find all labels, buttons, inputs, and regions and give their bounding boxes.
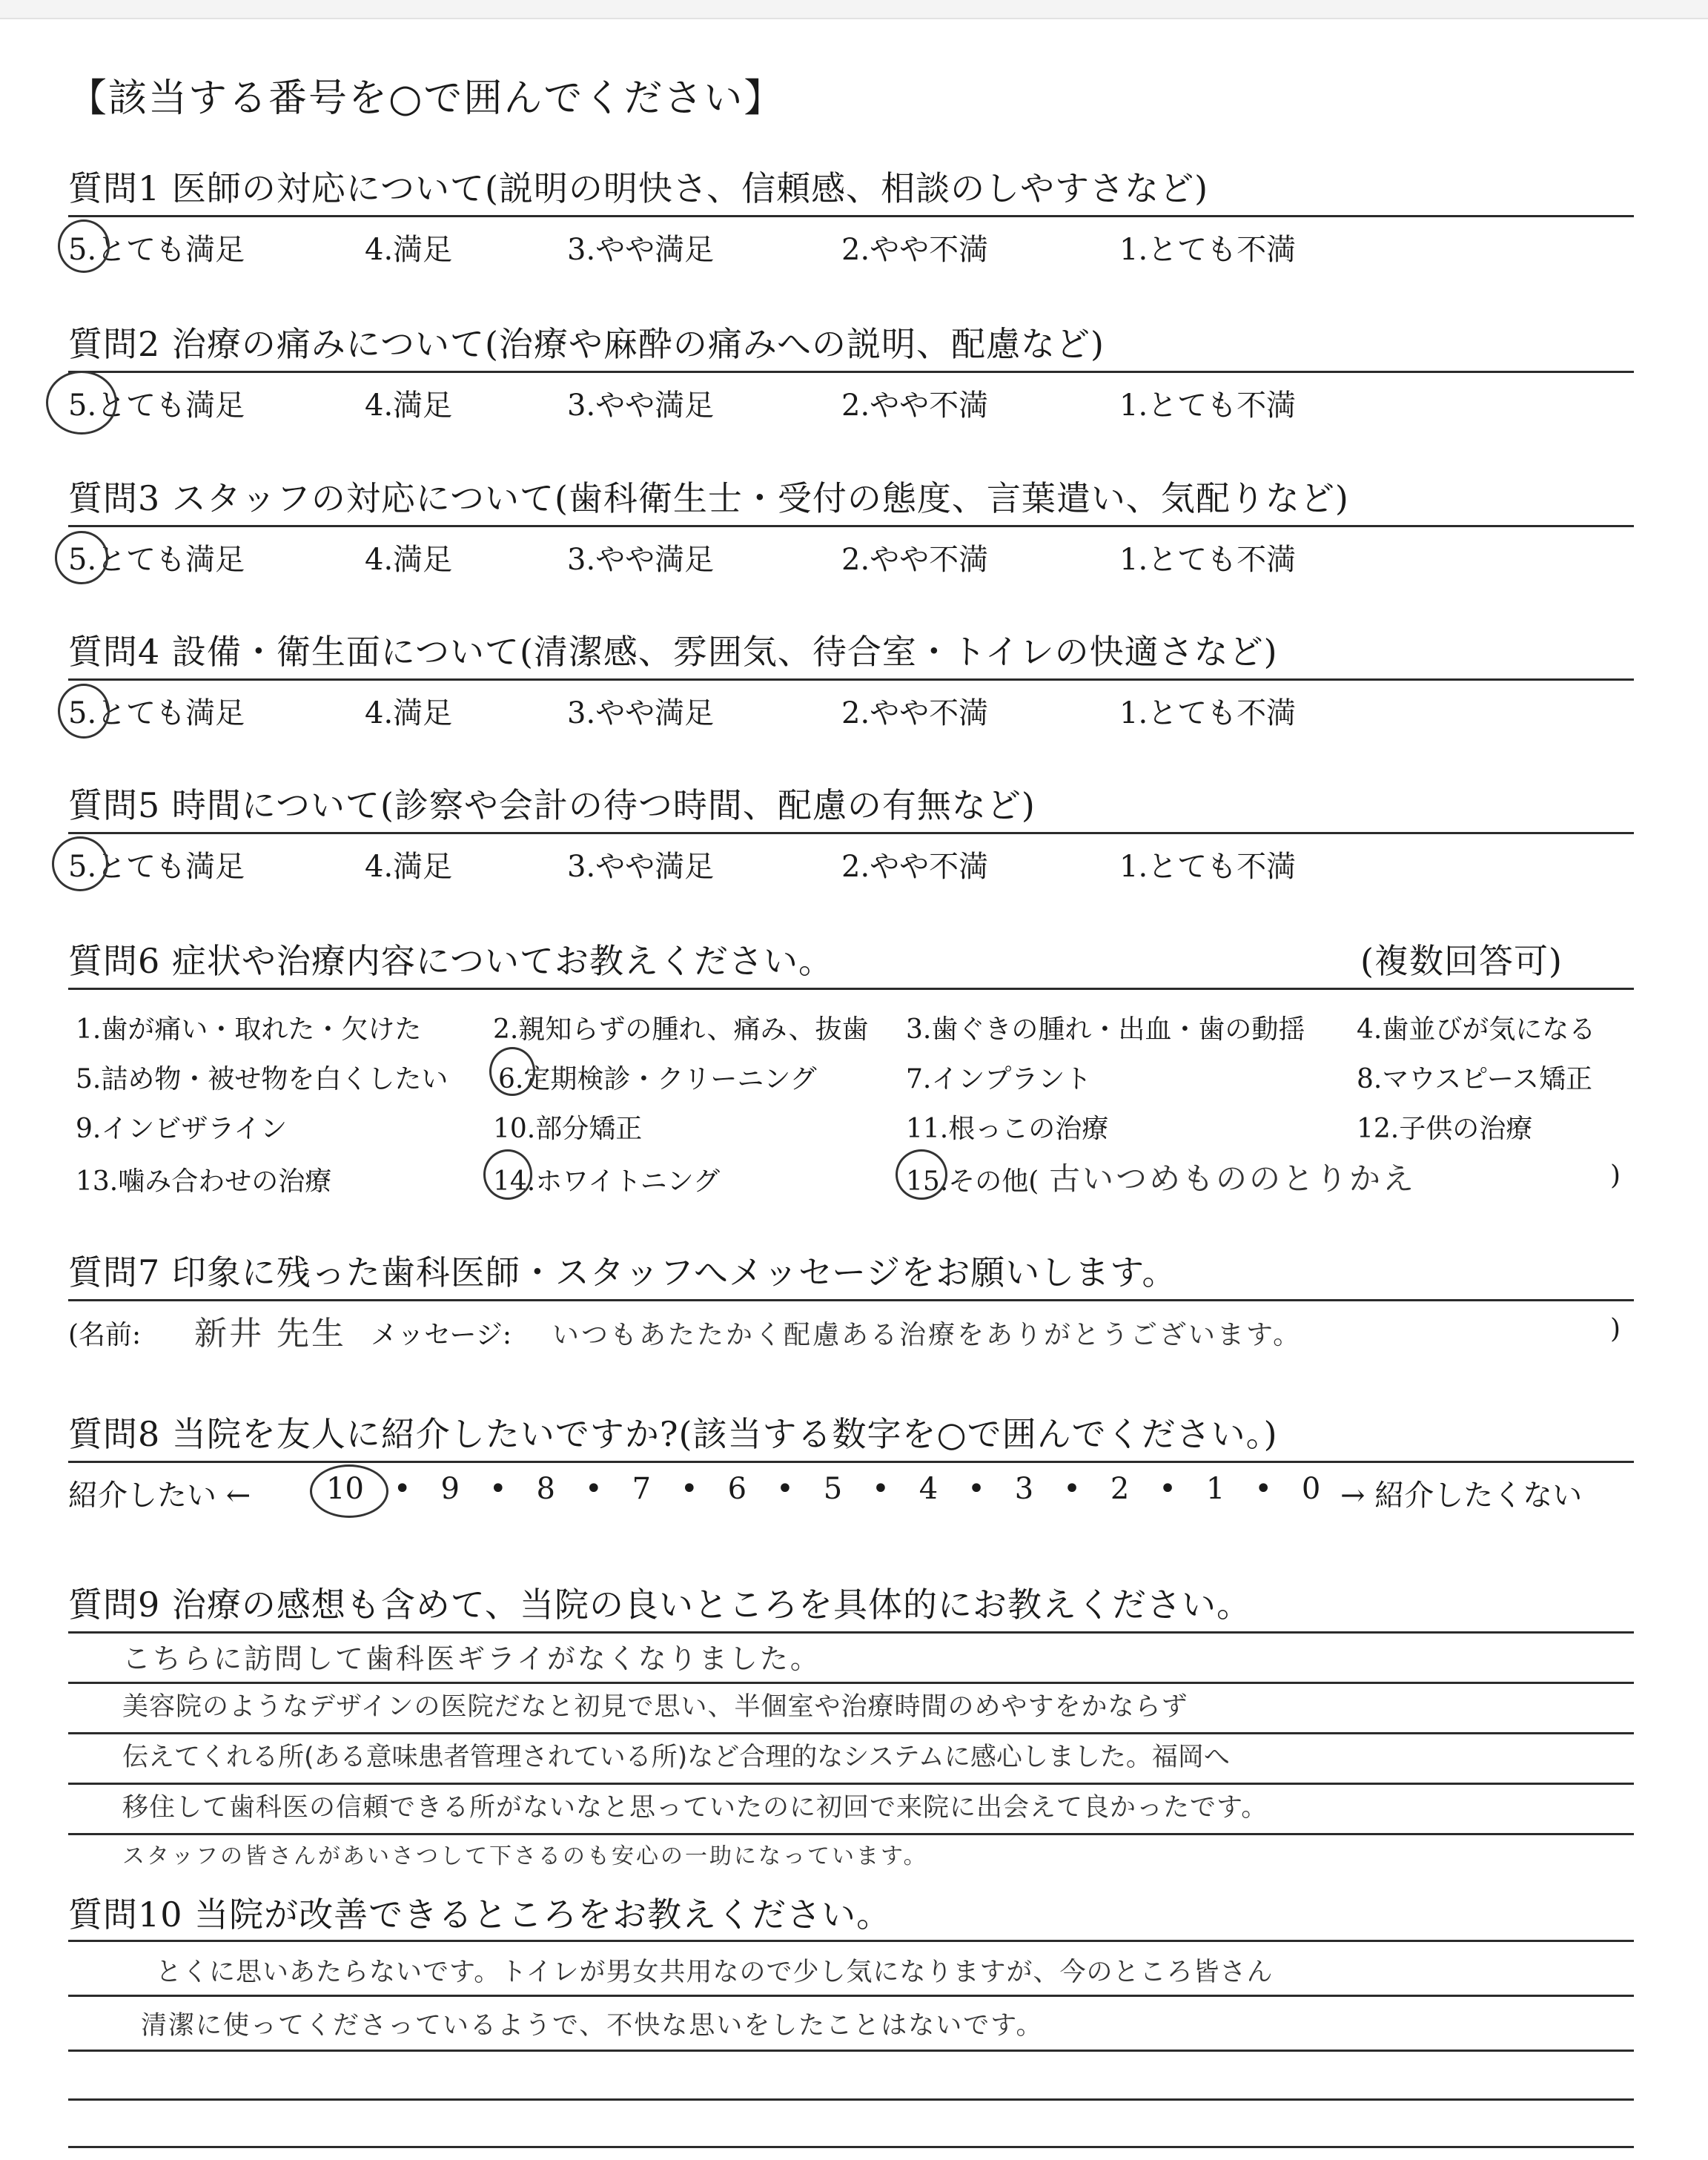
q6-item-14[interactable]: 14.ホワイトニング xyxy=(493,1166,721,1197)
q7-message-label: メッセージ: xyxy=(371,1320,512,1350)
q9-line-1: こちらに訪問して歯科医ギライがなくなりました。 xyxy=(122,1642,821,1675)
q7-name-label: (名前: xyxy=(68,1320,142,1350)
q3-title: 質問3 スタッフの対応について(歯科衛生士・受付の態度、言葉遣い、気配りなど) xyxy=(68,478,1349,518)
q6-selection-circle-6 xyxy=(489,1047,535,1096)
q9-line-4: 移住して歯科医の信頼できる所がないなと思っていたのに初回で来院に出会えて良かったです。 xyxy=(122,1793,1268,1823)
q10-line-1: とくに思いあたらないです。トイレが男女共用なので少し気になりますが、今のところ皆さん xyxy=(156,1958,1274,1987)
q3-option-5[interactable]: 5.とても満足 xyxy=(68,543,245,577)
q9-rule-1 xyxy=(68,1631,1634,1634)
q3-option-4[interactable]: 4.満足 xyxy=(365,543,453,577)
q5-selection-circle xyxy=(52,836,108,891)
q6-item-3[interactable]: 3.歯ぐきの腫れ・出血・歯の動揺 xyxy=(906,1014,1305,1045)
q10-line-2: 清潔に使ってくださっているようで、不快な思いをしたことはないです。 xyxy=(141,2011,1044,2041)
q4-rule xyxy=(68,678,1634,681)
q3-option-3[interactable]: 3.やや満足 xyxy=(567,543,715,577)
q10-rule-4 xyxy=(68,2098,1634,2101)
q8-selection-circle xyxy=(310,1464,388,1518)
q8-left-label: 紹介したい ← xyxy=(68,1479,251,1513)
q9-rule-4 xyxy=(68,1783,1634,1785)
q5-rule xyxy=(68,832,1634,834)
q6-item-1[interactable]: 1.歯が痛い・取れた・欠けた xyxy=(76,1014,422,1045)
q5-option-1[interactable]: 1.とても不満 xyxy=(1119,850,1297,884)
page-header: 【該当する番号を○で囲んでください】 xyxy=(68,76,784,121)
q1-option-1[interactable]: 1.とても不満 xyxy=(1119,233,1297,267)
q3-selection-circle xyxy=(55,531,108,584)
q10-title: 質問10 当院が改善できるところをお教えください。 xyxy=(68,1895,892,1935)
q6-title: 質問6 症状や治療内容についてお教えください。 xyxy=(68,941,833,981)
q3-option-2[interactable]: 2.やや不満 xyxy=(841,543,989,577)
q9-line-5: スタッフの皆さんがあいさつして下さるのも安心の一助になっています。 xyxy=(122,1843,928,1869)
q3-rule xyxy=(68,525,1634,527)
q6-item-15[interactable]: 15.その他( xyxy=(906,1166,1039,1197)
q5-option-4[interactable]: 4.満足 xyxy=(365,850,453,884)
q5-title: 質問5 時間について(診察や会計の待つ時間、配慮の有無など) xyxy=(68,785,1036,825)
q2-option-5[interactable]: 5.とても満足 xyxy=(68,389,245,423)
q10-rule-5 xyxy=(68,2146,1634,2148)
q4-option-5[interactable]: 5.とても満足 xyxy=(68,696,245,730)
q8-number-10[interactable]: 10 xyxy=(326,1472,364,1506)
q5-option-3[interactable]: 3.やや満足 xyxy=(567,850,715,884)
q8-number-3[interactable]: 3 xyxy=(1014,1472,1034,1506)
q8-number-7[interactable]: 7 xyxy=(632,1472,652,1506)
q10-rule-3 xyxy=(68,2050,1634,2052)
q8-number-6[interactable]: 6 xyxy=(727,1472,747,1506)
q5-option-2[interactable]: 2.やや不満 xyxy=(841,850,989,884)
q2-option-2[interactable]: 2.やや不満 xyxy=(841,389,989,423)
q4-option-1[interactable]: 1.とても不満 xyxy=(1119,696,1297,730)
q1-option-3[interactable]: 3.やや満足 xyxy=(567,233,715,267)
q4-title: 質問4 設備・衛生面について(清潔感、雰囲気、待合室・トイレの快適さなど) xyxy=(68,632,1278,672)
q6-item-8[interactable]: 8.マウスピース矯正 xyxy=(1357,1064,1593,1094)
q2-rule xyxy=(68,371,1634,373)
q9-line-3: 伝えてくれる所(ある意味患者管理されている所)など合理的なシステムに感心しました。福岡へ xyxy=(122,1743,1230,1772)
q8-right-label: → 紹介したくない xyxy=(1340,1479,1583,1513)
q6-item-2[interactable]: 2.親知らずの腫れ、痛み、抜歯 xyxy=(493,1014,869,1045)
q4-selection-circle xyxy=(58,684,110,739)
q6-note: (複数回答可) xyxy=(1360,941,1563,981)
q8-number-2[interactable]: 2 xyxy=(1110,1472,1130,1506)
q9-rule-3 xyxy=(68,1732,1634,1734)
q2-title: 質問2 治療の痛みについて(治療や麻酔の痛みへの説明、配慮など) xyxy=(68,324,1105,364)
q8-title: 質問8 当院を友人に紹介したいですか?(該当する数字を○で囲んでください。) xyxy=(68,1414,1278,1454)
q6-selection-circle-15 xyxy=(896,1149,947,1200)
q6-item-6[interactable]: 6.定期検診・クリーニング xyxy=(498,1064,817,1094)
q6-item-12[interactable]: 12.子供の治療 xyxy=(1357,1114,1533,1144)
q4-option-2[interactable]: 2.やや不満 xyxy=(841,696,989,730)
q1-option-2[interactable]: 2.やや不満 xyxy=(841,233,989,267)
q4-option-3[interactable]: 3.やや満足 xyxy=(567,696,715,730)
q6-other-handwriting: 古いつめもののとりかえ xyxy=(1049,1160,1417,1197)
q4-option-4[interactable]: 4.満足 xyxy=(365,696,453,730)
q7-close: ) xyxy=(1610,1314,1621,1344)
q6-item-5[interactable]: 5.詰め物・被せ物を白くしたい xyxy=(76,1064,448,1094)
q8-number-8[interactable]: 8 xyxy=(536,1472,555,1506)
q2-option-3[interactable]: 3.やや満足 xyxy=(567,389,715,423)
q7-message-handwriting: いつもあたたかく配慮ある治療をありがとうございます。 xyxy=(552,1320,1302,1350)
q6-selection-circle-14 xyxy=(483,1149,532,1200)
q6-item-13[interactable]: 13.噛み合わせの治療 xyxy=(76,1166,332,1197)
q7-rule xyxy=(68,1299,1634,1301)
scan-top-edge xyxy=(0,0,1708,19)
q6-item-11[interactable]: 11.根っこの治療 xyxy=(906,1114,1109,1144)
q10-rule-1 xyxy=(68,1940,1634,1942)
q6-item-7[interactable]: 7.インプラント xyxy=(906,1064,1092,1094)
q6-item-4[interactable]: 4.歯並びが気になる xyxy=(1357,1014,1596,1045)
q6-item-10[interactable]: 10.部分矯正 xyxy=(493,1114,643,1144)
q6-other-close: ) xyxy=(1610,1160,1621,1191)
q8-number-9[interactable]: 9 xyxy=(440,1472,460,1506)
q8-number-5[interactable]: 5 xyxy=(823,1472,843,1506)
q8-number-1[interactable]: 1 xyxy=(1205,1472,1225,1506)
q10-rule-2 xyxy=(68,1995,1634,1997)
q8-scale: 10 • 9 • 8 • 7 • 6 • 5 • 4 • 3 • 2 • 1 • 0 xyxy=(326,1472,1321,1506)
q1-selection-circle xyxy=(58,219,110,273)
q8-number-0[interactable]: 0 xyxy=(1301,1472,1321,1506)
q3-option-1[interactable]: 1.とても不満 xyxy=(1119,543,1297,577)
q1-option-4[interactable]: 4.満足 xyxy=(365,233,453,267)
q6-item-9[interactable]: 9.インビザライン xyxy=(76,1114,288,1144)
q9-line-2: 美容院のようなデザインの医院だなと初見で思い、半個室や治療時間のめやすをかならず xyxy=(122,1692,1188,1722)
q5-option-5[interactable]: 5.とても満足 xyxy=(68,850,245,884)
q6-rule xyxy=(68,988,1634,990)
q8-number-4[interactable]: 4 xyxy=(918,1472,939,1506)
q1-option-5[interactable]: 5.とても満足 xyxy=(68,233,245,267)
q1-title: 質問1 医師の対応について(説明の明快さ、信頼感、相談のしやすさなど) xyxy=(68,168,1209,208)
q7-name-handwriting: 新井 先生 xyxy=(194,1315,346,1353)
q2-selection-circle xyxy=(46,371,117,435)
q9-rule-2 xyxy=(68,1682,1634,1684)
q7-title: 質問7 印象に残った歯科医師・スタッフへメッセージをお願いします。 xyxy=(68,1252,1177,1292)
q9-rule-5 xyxy=(68,1833,1634,1835)
q2-option-1[interactable]: 1.とても不満 xyxy=(1119,389,1297,423)
q1-rule xyxy=(68,215,1634,217)
q8-rule xyxy=(68,1461,1634,1463)
q9-title: 質問9 治療の感想も含めて、当院の良いところを具体的にお教えください。 xyxy=(68,1585,1251,1625)
q2-option-4[interactable]: 4.満足 xyxy=(365,389,453,423)
